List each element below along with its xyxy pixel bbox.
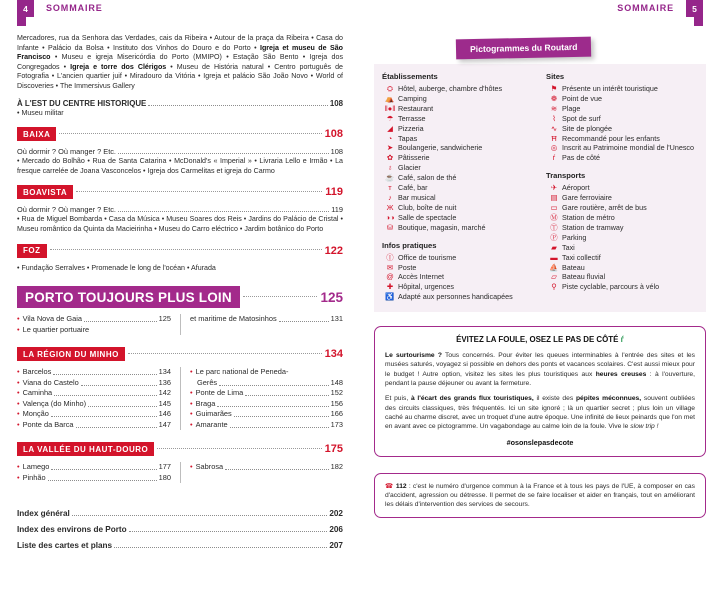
index-page: 206 — [329, 525, 343, 535]
list-item[interactable] — [17, 314, 171, 325]
pictogram-column-right — [540, 72, 698, 302]
list-item[interactable] — [17, 388, 171, 399]
leader-dots — [243, 295, 318, 297]
dancer-icon: Ж — [386, 202, 394, 212]
bullet-icon: • — [17, 388, 20, 398]
list-item[interactable] — [17, 378, 171, 389]
list-item[interactable] — [17, 325, 171, 336]
pictogram-label: Café, salon de thé — [398, 173, 457, 183]
surf-icon: ⌇ — [552, 113, 556, 123]
mail-icon: ✉ — [386, 262, 394, 272]
pas-de-cote-icon: ѓ — [552, 153, 556, 163]
entry-column-left — [17, 367, 180, 430]
index-label: Index général — [17, 509, 70, 519]
section-page: 108 — [324, 128, 343, 141]
pictogram-item — [546, 282, 698, 292]
section-badge: LA VALLÉE DU HAUT-DOURO — [17, 442, 154, 456]
tapas-icon: ◔ — [387, 133, 393, 143]
entry-label: Ponte de Lima — [195, 388, 244, 398]
bullet-icon: • — [190, 367, 193, 377]
leader-dots — [157, 447, 321, 449]
teacup-icon: ☕ — [385, 173, 395, 183]
bullet-icon: • — [17, 377, 20, 387]
pictogram-item — [546, 263, 698, 273]
pictogram-item — [546, 114, 698, 124]
train-icon: ▤ — [550, 193, 558, 203]
entry-label: Ponte da Barca — [22, 419, 74, 429]
entry-page: 166 — [330, 409, 343, 419]
section-page: 125 — [320, 289, 343, 305]
running-head-title-right: SOMMAIRE — [617, 3, 674, 13]
beach-icon: ≋ — [550, 103, 558, 113]
advice-box — [374, 326, 706, 456]
leader-dots — [76, 426, 157, 428]
terrasse-icon: ☂ — [386, 113, 394, 123]
entry-label: Monção — [22, 409, 49, 419]
leader-dots — [88, 405, 157, 407]
bullet-icon: • — [190, 388, 193, 398]
toc-row-boavista-sub[interactable] — [17, 205, 343, 214]
index-page: 207 — [329, 541, 343, 551]
pictogram-label: Boulangerie, sandwicherie — [398, 143, 483, 153]
pictogram-label: Office de tourisme — [398, 252, 457, 262]
emergency-text — [385, 482, 695, 510]
index-list — [17, 509, 343, 550]
list-item[interactable] — [17, 409, 171, 420]
leader-dots — [84, 320, 157, 322]
toc-row-est-centre[interactable] — [17, 99, 343, 108]
at-sign-icon: @ — [386, 272, 394, 282]
section-page: 122 — [324, 244, 343, 257]
pictogram-item — [382, 272, 540, 282]
pictogram-item — [382, 114, 540, 124]
leader-dots — [118, 152, 329, 154]
section-page: 119 — [325, 186, 343, 199]
section-badge: BAIXA — [17, 127, 56, 141]
leader-dots — [81, 384, 157, 386]
advice-paragraph-2: Et puis, à l'écart des grands flux touristiques, il existe des pépites méconnues, souvent oubliées des circuits classiques, très fréquentés. Ici un site ignoré ; là un quartier secret ; plus loin un village caché au charme discret, avec un troquet d'une autre époque. Une infinité de lieux peinards que l'on met en avant avec ce pictogramme. Un vagabondage au calme loin de la foule. Vive le slow trip ! — [385, 395, 695, 431]
camping-icon: ⛺ — [385, 93, 395, 103]
bicycle-icon: ⚲ — [551, 282, 557, 292]
entry-label-cont: Gerês — [197, 377, 218, 387]
pictogram-group-heading: Établissements — [382, 72, 438, 81]
leader-dots — [53, 373, 156, 375]
entry-label: Caminha — [22, 388, 53, 398]
leader-dots — [54, 394, 156, 396]
pictogram-item — [546, 203, 698, 213]
list-item[interactable] — [190, 462, 343, 473]
toc-label: Où dormir ? Où manger ? Etc. — [17, 205, 116, 215]
pictogram-item — [546, 94, 698, 104]
pictogram-label: Hôtel, auberge, chambre d'hôtes — [398, 84, 503, 93]
leader-dots — [59, 132, 321, 134]
intro-paragraph: Mercadores, rua da Senhora das Verdades, cais da Ribeira • Autour de la praça da Ribeira • Casa do Infante • Palácio da Bolsa • Instituto dos Vinhos do Douro e do Porto • Igreja et museu de São Francisco • Museu e igreja Misericórdia do Porto (MMIPO) • Estação São Bento • Igreja dos Congregados • Igreja e torre dos Clérigos • Museu de História natural • Centro português de Fotografia • L'ancien quartier juif • Miradouro da Vitória • Igreja et palácio São João Novo • World of Discoveries • The Immersivus Gallery — [17, 34, 343, 90]
list-item[interactable] — [190, 420, 343, 431]
section-badge: PORTO TOUJOURS PLUS LOIN — [17, 286, 240, 308]
bullet-icon: • — [190, 409, 193, 419]
entry-column-right — [180, 314, 343, 335]
entry-page: 156 — [330, 398, 343, 408]
pictogram-item — [546, 213, 698, 223]
folio-left: 4 — [17, 0, 34, 17]
pictogram-item — [382, 134, 540, 144]
pictogram-item — [382, 143, 540, 153]
pictogram-label: Bateau fluvial — [562, 272, 606, 282]
emergency-number: 112 — [395, 482, 407, 490]
shared-taxi-icon: ▬ — [550, 252, 558, 262]
section-badge: FOZ — [17, 244, 47, 258]
entry-label: Sabrosa — [195, 462, 224, 472]
toc-label: À L'EST DU CENTRE HISTORIQUE — [17, 98, 147, 108]
section-header-boavista[interactable] — [17, 185, 343, 199]
running-head-left — [0, 0, 360, 34]
pictogram-item — [546, 223, 698, 233]
pictogram-group-heading: Sites — [546, 72, 565, 81]
entry-column-left — [17, 462, 180, 483]
leader-dots — [118, 210, 329, 212]
list-item[interactable] — [17, 399, 171, 410]
section-badge: BOAVISTA — [17, 185, 73, 199]
pictogram-item — [382, 183, 540, 193]
pictogram-label: Café, bar — [398, 183, 428, 193]
section-header-foz[interactable] — [17, 244, 343, 258]
entry-label: Barcelos — [22, 367, 52, 377]
section-header-porto-plus-loin[interactable] — [17, 286, 343, 308]
pictogram-item — [382, 163, 540, 173]
entry-label: Vila Nova de Gaia — [22, 314, 83, 324]
section-header-baixa[interactable] — [17, 127, 343, 141]
unesco-icon: ◎ — [550, 143, 558, 153]
index-label: Liste des cartes et plans — [17, 541, 113, 551]
tram-icon: Ⓣ — [550, 222, 558, 232]
airport-icon: ✈ — [550, 183, 558, 193]
pictogram-label: Restaurant — [398, 103, 434, 113]
index-page: 202 — [329, 509, 343, 519]
advice-heading-text: ÉVITEZ LA FOULE, OSEZ LE PAS DE CÔTÉ — [456, 335, 619, 345]
cocktail-icon: ᴛ — [388, 183, 392, 193]
pictogram-item — [382, 84, 540, 94]
pictogram-item — [546, 253, 698, 263]
toc-page: 108 — [329, 98, 343, 108]
leader-dots — [48, 479, 157, 481]
leader-dots — [51, 468, 156, 470]
list-item[interactable] — [190, 388, 343, 399]
pictogram-label: Bar musical — [398, 192, 436, 202]
running-head-right — [360, 0, 720, 34]
entry-label: Braga — [195, 398, 216, 408]
entry-page: 142 — [158, 388, 171, 398]
pictogram-item — [382, 94, 540, 104]
entry-column-right — [180, 462, 343, 483]
list-item[interactable] — [17, 367, 171, 378]
toc-page: 119 — [331, 205, 343, 215]
pictogram-label: Gare routière, arrêt de bus — [562, 203, 647, 213]
pictogram-label: Tapas — [398, 133, 418, 143]
index-row[interactable] — [17, 541, 343, 550]
pictogram-label: Poste — [398, 262, 417, 272]
pictogram-label: Taxi collectif — [562, 252, 601, 262]
pictogram-label: Pas de côté — [562, 153, 600, 163]
pictogram-label: Piste cyclable, parcours à vélo — [562, 282, 660, 292]
entry-page: 180 — [158, 472, 171, 482]
bullet-icon: • — [17, 472, 20, 482]
theatre-mask-icon: ◑◑ — [385, 212, 395, 222]
pictogram-item — [382, 253, 540, 263]
pictogram-item — [546, 134, 698, 144]
bullet-icon: • — [17, 367, 20, 377]
telephone-icon: ☎ — [385, 482, 394, 490]
pictogram-label: Point de vue — [562, 93, 602, 103]
entry-label: Valença (do Minho) — [22, 398, 87, 408]
pictogram-legend-box — [374, 64, 706, 312]
pictogram-label: Inscrit au Patrimoine mondial de l'Unesco — [562, 143, 695, 153]
pictogram-label: Gare ferroviaire — [562, 193, 612, 203]
entry-label: Lamego — [22, 462, 50, 472]
entry-page: 152 — [330, 388, 343, 398]
boat-icon: ⛵ — [549, 262, 559, 272]
hospital-cross-icon: ✚ — [386, 282, 394, 292]
pictogram-item — [546, 243, 698, 253]
emergency-box — [374, 473, 706, 519]
pictogram-item — [382, 263, 540, 273]
pictogram-item — [382, 173, 540, 183]
section-badge: LA RÉGION DU MINHO — [17, 347, 125, 361]
ribbon-wrapper — [360, 38, 720, 64]
pictogrammes-ribbon-title: Pictogrammes du Routard — [456, 37, 592, 60]
pictogram-label: Pizzeria — [398, 123, 424, 133]
entry-label: et maritime de Matosinhos — [190, 314, 277, 324]
entry-page: 182 — [330, 462, 343, 472]
leader-dots — [128, 352, 322, 354]
music-note-icon: ♪ — [388, 192, 392, 202]
leader-dots — [114, 546, 327, 548]
shopping-bag-icon: ⛁ — [386, 222, 394, 232]
pictogram-label: Plage — [562, 103, 581, 113]
emergency-description: : c'est le numéro d'urgence commun à la France et à tous les pays de l'UE, à composer en cas d'accident, agression ou détresse. Il permet de se faire localiser et aider en français, tout en améliorant les délais d'intervention des services de secours. — [385, 482, 695, 509]
pictogram-item — [382, 292, 540, 302]
bullet-icon: • — [190, 398, 193, 408]
leader-dots — [225, 468, 329, 470]
entry-column-left — [17, 314, 180, 335]
icecream-icon: ♁ — [387, 163, 393, 173]
star-interest-icon: ⚑ — [550, 84, 558, 93]
minho-entries — [17, 367, 343, 430]
leader-dots — [230, 426, 329, 428]
entry-page: 146 — [158, 409, 171, 419]
pictogram-column-left — [382, 72, 540, 302]
pictogram-label: Camping — [398, 93, 427, 103]
leader-dots — [217, 405, 328, 407]
advice-paragraph-1: Le surtourisme ? Tous concernés. Pour éviter les queues interminables à l'entrée des sites et les musées saturés, voyagez si possible en dehors des ponts et vacances scolaires. C'est aussi mieux pour le budget ! Autre option, visitez les sites les plus touristiques aux heures creuses : à l'ouverture, pendant la pause déjeuner ou avant la fermeture. — [385, 352, 695, 388]
leader-dots — [51, 415, 157, 417]
pictogram-label: Boutique, magasin, marché — [398, 222, 486, 232]
section-header-minho[interactable] — [17, 347, 343, 361]
pictogram-item — [546, 183, 698, 193]
parking-icon: Ⓟ — [550, 232, 558, 242]
list-item[interactable] — [190, 409, 343, 420]
pictogram-item — [382, 203, 540, 213]
advice-heading — [385, 335, 695, 344]
pizzeria-icon: ◢ — [387, 123, 393, 133]
bullet-icon: • — [17, 462, 20, 472]
pictogram-item — [546, 84, 698, 94]
entry-label: Pinhão — [22, 472, 46, 482]
entry-page: 134 — [158, 367, 171, 377]
metro-icon: Ⓜ — [550, 212, 558, 222]
list-item[interactable] — [17, 462, 171, 473]
porto-plus-loin-entries — [17, 314, 343, 335]
boavista-bullets: • Rua de Miguel Bombarda • Casa da Música • Museu Soares dos Reis • Jardins do Palácio de Cristal • Museu romântico da Quinta da Macieirinha • Museu do Carro eléctrico • Jardim botânico do Porto — [17, 215, 343, 233]
pictogram-item — [382, 213, 540, 223]
pictogram-label: Salle de spectacle — [398, 212, 457, 222]
leader-dots — [72, 514, 328, 516]
bullet-icon: • — [17, 409, 20, 419]
pictogram-label: Pâtisserie — [398, 153, 430, 163]
bakery-icon: ➤ — [386, 143, 394, 153]
pictogram-item — [382, 223, 540, 233]
index-row[interactable] — [17, 509, 343, 518]
bullet-icon: • — [190, 419, 193, 429]
index-row[interactable] — [17, 525, 343, 534]
leader-dots — [279, 320, 329, 322]
pictogram-item — [382, 282, 540, 292]
pictogram-label: Glacier — [398, 163, 421, 173]
bullet-icon: • — [17, 314, 20, 324]
entry-label: Viana do Castelo — [22, 377, 79, 387]
entry-label: Le parc national de Peneda- — [195, 367, 289, 377]
river-boat-icon: ▱ — [551, 272, 557, 282]
toc-row-baixa-sub[interactable] — [17, 147, 343, 156]
list-item[interactable] — [190, 314, 343, 325]
est-centre-bullets: • Museu militar — [17, 108, 64, 117]
leader-dots — [129, 530, 328, 532]
foz-bullets: • Fundação Serralves • Promenade le long de l'océan • Afurada — [17, 263, 216, 272]
pictogram-item — [382, 124, 540, 134]
pictogram-item — [546, 153, 698, 163]
pictogram-item — [546, 124, 698, 134]
leader-dots — [245, 394, 328, 396]
pictogram-label: Adapté aux personnes handicapées — [398, 292, 513, 302]
toc-label: Où dormir ? Où manger ? Etc. — [17, 147, 116, 157]
family-children-icon: Ħ — [551, 133, 557, 143]
entry-page: 131 — [330, 314, 343, 324]
pictogram-label: Station de métro — [562, 212, 615, 222]
pictogram-label: Accès Internet — [398, 272, 444, 282]
entry-page: 177 — [158, 462, 171, 472]
toc-page: 108 — [330, 147, 343, 157]
hotel-icon: ⛭ — [387, 84, 393, 93]
index-label: Index des environs de Porto — [17, 525, 127, 535]
section-header-haut-douro[interactable] — [17, 442, 343, 456]
bullet-icon: • — [190, 462, 193, 472]
pictogram-item — [546, 143, 698, 153]
pictogram-label: Terrasse — [398, 113, 426, 123]
baixa-bullets: • Mercado do Bolhão • Rua de Santa Catarina • McDonald's « Imperial » • Livraria Lello e Irmão • La fresque carrelée de Joana Vasconcelos • Igreja dos Carmelitas et igreja do Carmo — [17, 157, 343, 175]
section-page: 134 — [324, 348, 343, 361]
entry-page: 125 — [158, 314, 171, 324]
haut-douro-entries — [17, 462, 343, 483]
pictogram-label: Recommandé pour les enfants — [562, 133, 660, 143]
pas-de-cote-icon: ѓ — [620, 335, 624, 345]
pictogram-item — [382, 153, 540, 163]
section-page: 175 — [324, 443, 343, 456]
wheelchair-icon: ♿ — [385, 292, 395, 302]
pictogram-item — [546, 233, 698, 243]
entry-page: 173 — [330, 419, 343, 429]
entry-label: Guimarães — [195, 409, 232, 419]
bullet-icon: • — [17, 419, 20, 429]
pictogram-item — [546, 272, 698, 282]
entry-label: Amarante — [195, 419, 228, 429]
leader-dots — [76, 190, 322, 192]
pictogram-label: Site de plongée — [562, 123, 612, 133]
list-item[interactable] — [190, 399, 343, 410]
viewpoint-icon: ❁ — [550, 93, 558, 103]
entry-page: 148 — [330, 377, 343, 387]
leader-dots — [50, 248, 322, 250]
folio-right: 5 — [686, 0, 703, 17]
pictogram-label: Aéroport — [562, 183, 590, 193]
taxi-icon: ▰ — [551, 242, 557, 252]
leader-dots — [234, 415, 329, 417]
entry-page: 136 — [158, 377, 171, 387]
pictogram-group-heading: Infos pratiques — [382, 240, 437, 250]
list-item[interactable] — [17, 473, 171, 484]
pictogram-item — [382, 193, 540, 203]
pictogram-label: Spot de surf — [562, 113, 601, 123]
entry-page: 147 — [158, 419, 171, 429]
pictogram-label: Présente un intérêt touristique — [562, 84, 658, 93]
bullet-icon: • — [17, 324, 20, 334]
left-column-body — [0, 34, 360, 550]
pictogram-item — [546, 193, 698, 203]
restaurant-icon: ‖●‖ — [384, 103, 396, 113]
pictogram-group-heading: Transports — [546, 171, 586, 181]
pictogram-label: Club, boîte de nuit — [398, 202, 457, 212]
pictogram-label: Parking — [562, 232, 587, 242]
running-head-title-left: SOMMAIRE — [46, 3, 103, 13]
list-item[interactable] — [17, 420, 171, 431]
list-item[interactable] — [190, 367, 343, 388]
tourist-office-icon: Ⓘ — [386, 252, 394, 262]
diving-icon: ∿ — [550, 123, 558, 133]
pictogram-label: Bateau — [562, 262, 585, 272]
pictogram-item — [546, 104, 698, 114]
entry-label: Le quartier portuaire — [22, 324, 90, 334]
entry-column-right — [180, 367, 343, 430]
pictogram-label: Taxi — [562, 242, 575, 252]
pictogram-label: Station de tramway — [562, 222, 624, 232]
patisserie-icon: ✿ — [386, 153, 394, 163]
leader-dots — [219, 384, 329, 386]
advice-hashtag: #osonslepasdecote — [506, 437, 574, 447]
pictogram-item — [382, 104, 540, 114]
leader-dots — [148, 104, 328, 106]
pictogram-label: Hôpital, urgences — [398, 282, 454, 292]
bus-icon: ▭ — [550, 203, 558, 213]
entry-page: 145 — [158, 398, 171, 408]
right-page — [360, 0, 720, 601]
bullet-icon: • — [17, 398, 20, 408]
